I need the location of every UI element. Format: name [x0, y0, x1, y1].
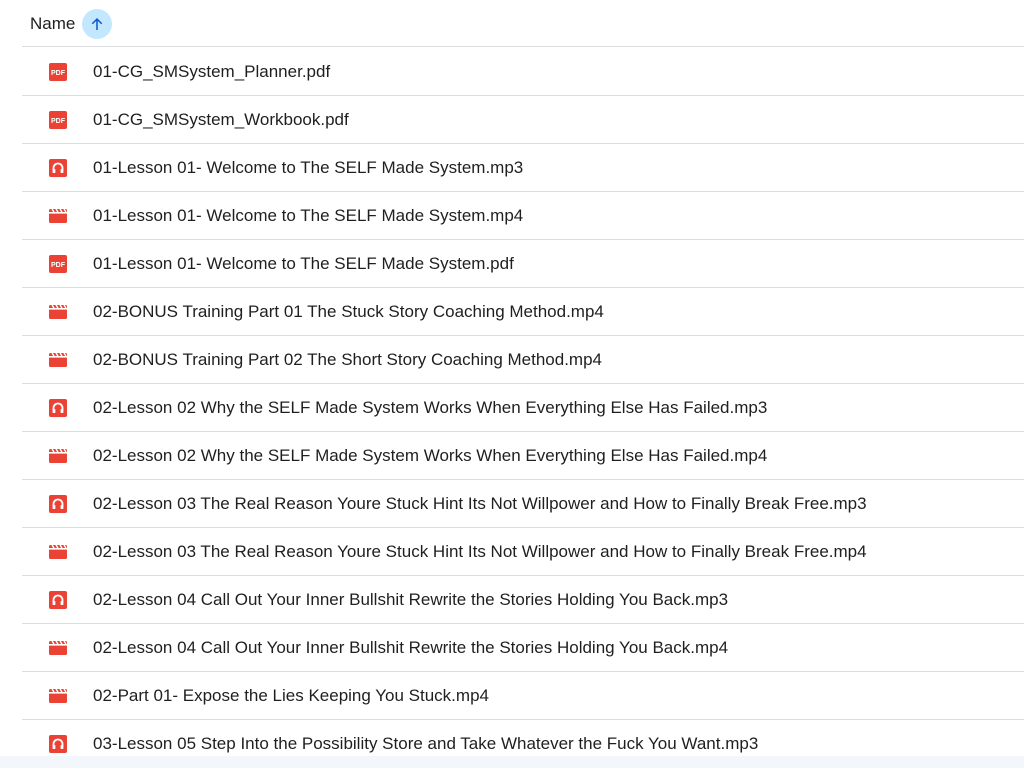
file-name[interactable]: 01-CG_SMSystem_Workbook.pdf — [93, 110, 349, 129]
column-header-row — [22, 0, 1024, 47]
file-name[interactable]: 02-Lesson 02 Why the SELF Made System Works When Everything Else Has Failed.mp4 — [93, 446, 768, 465]
video-icon — [48, 686, 68, 706]
file-name[interactable]: 02-BONUS Training Part 01 The Stuck Story Coaching Method.mp4 — [93, 302, 604, 321]
pdf-icon — [48, 62, 68, 82]
svg-text:PDF: PDF — [51, 262, 65, 270]
audio-icon — [48, 590, 68, 610]
audio-icon — [48, 398, 68, 418]
audio-icon — [48, 734, 68, 754]
svg-text:PDF: PDF — [51, 118, 65, 126]
sort-ascending-button[interactable] — [82, 9, 112, 39]
file-name[interactable]: 02-Lesson 03 The Real Reason Youre Stuck Hint Its Not Willpower and How to Finally Break Free.mp3 — [93, 494, 867, 513]
video-icon — [48, 206, 68, 226]
name-column-header[interactable]: Name — [30, 14, 76, 33]
file-row[interactable] — [22, 432, 1024, 480]
arrow-up-icon — [88, 15, 106, 33]
pdf-icon — [48, 254, 68, 274]
file-name[interactable]: 02-BONUS Training Part 02 The Short Story Coaching Method.mp4 — [93, 350, 602, 369]
file-row[interactable] — [22, 576, 1024, 624]
video-icon — [48, 638, 68, 658]
file-name[interactable]: 01-Lesson 01- Welcome to The SELF Made System.pdf — [93, 254, 514, 273]
file-row[interactable] — [22, 480, 1024, 528]
file-row[interactable] — [22, 624, 1024, 672]
file-row[interactable] — [22, 336, 1024, 384]
video-icon — [48, 302, 68, 322]
file-name[interactable]: 01-Lesson 01- Welcome to The SELF Made System.mp3 — [93, 158, 524, 177]
file-name[interactable]: 02-Lesson 02 Why the SELF Made System Works When Everything Else Has Failed.mp3 — [93, 398, 768, 417]
file-name[interactable]: 01-CG_SMSystem_Planner.pdf — [93, 62, 331, 81]
file-row[interactable] — [22, 288, 1024, 336]
audio-icon — [48, 494, 68, 514]
file-name[interactable]: 02-Lesson 04 Call Out Your Inner Bullshit Rewrite the Stories Holding You Back.mp4 — [93, 638, 729, 657]
file-row[interactable] — [22, 240, 1024, 288]
file-name[interactable]: 01-Lesson 01- Welcome to The SELF Made System.mp4 — [93, 206, 524, 225]
file-row[interactable] — [22, 528, 1024, 576]
file-row[interactable] — [22, 384, 1024, 432]
pdf-icon — [48, 110, 68, 130]
video-icon — [48, 446, 68, 466]
file-name[interactable]: 02-Lesson 03 The Real Reason Youre Stuck Hint Its Not Willpower and How to Finally Break Free.mp4 — [93, 542, 867, 561]
svg-text:PDF: PDF — [51, 70, 65, 78]
file-row[interactable] — [22, 672, 1024, 720]
file-name[interactable]: 03-Lesson 05 Step Into the Possibility Store and Take Whatever the Fuck You Want.mp3 — [93, 734, 759, 753]
file-name[interactable]: 02-Part 01- Expose the Lies Keeping You Stuck.mp4 — [93, 686, 489, 705]
file-row[interactable] — [22, 192, 1024, 240]
video-icon — [48, 350, 68, 370]
file-row[interactable] — [22, 96, 1024, 144]
audio-icon — [48, 158, 68, 178]
file-name[interactable]: 02-Lesson 04 Call Out Your Inner Bullshit Rewrite the Stories Holding You Back.mp3 — [93, 590, 729, 609]
file-row[interactable] — [22, 48, 1024, 96]
bottom-strip — [0, 756, 1024, 768]
video-icon — [48, 542, 68, 562]
file-row[interactable] — [22, 144, 1024, 192]
